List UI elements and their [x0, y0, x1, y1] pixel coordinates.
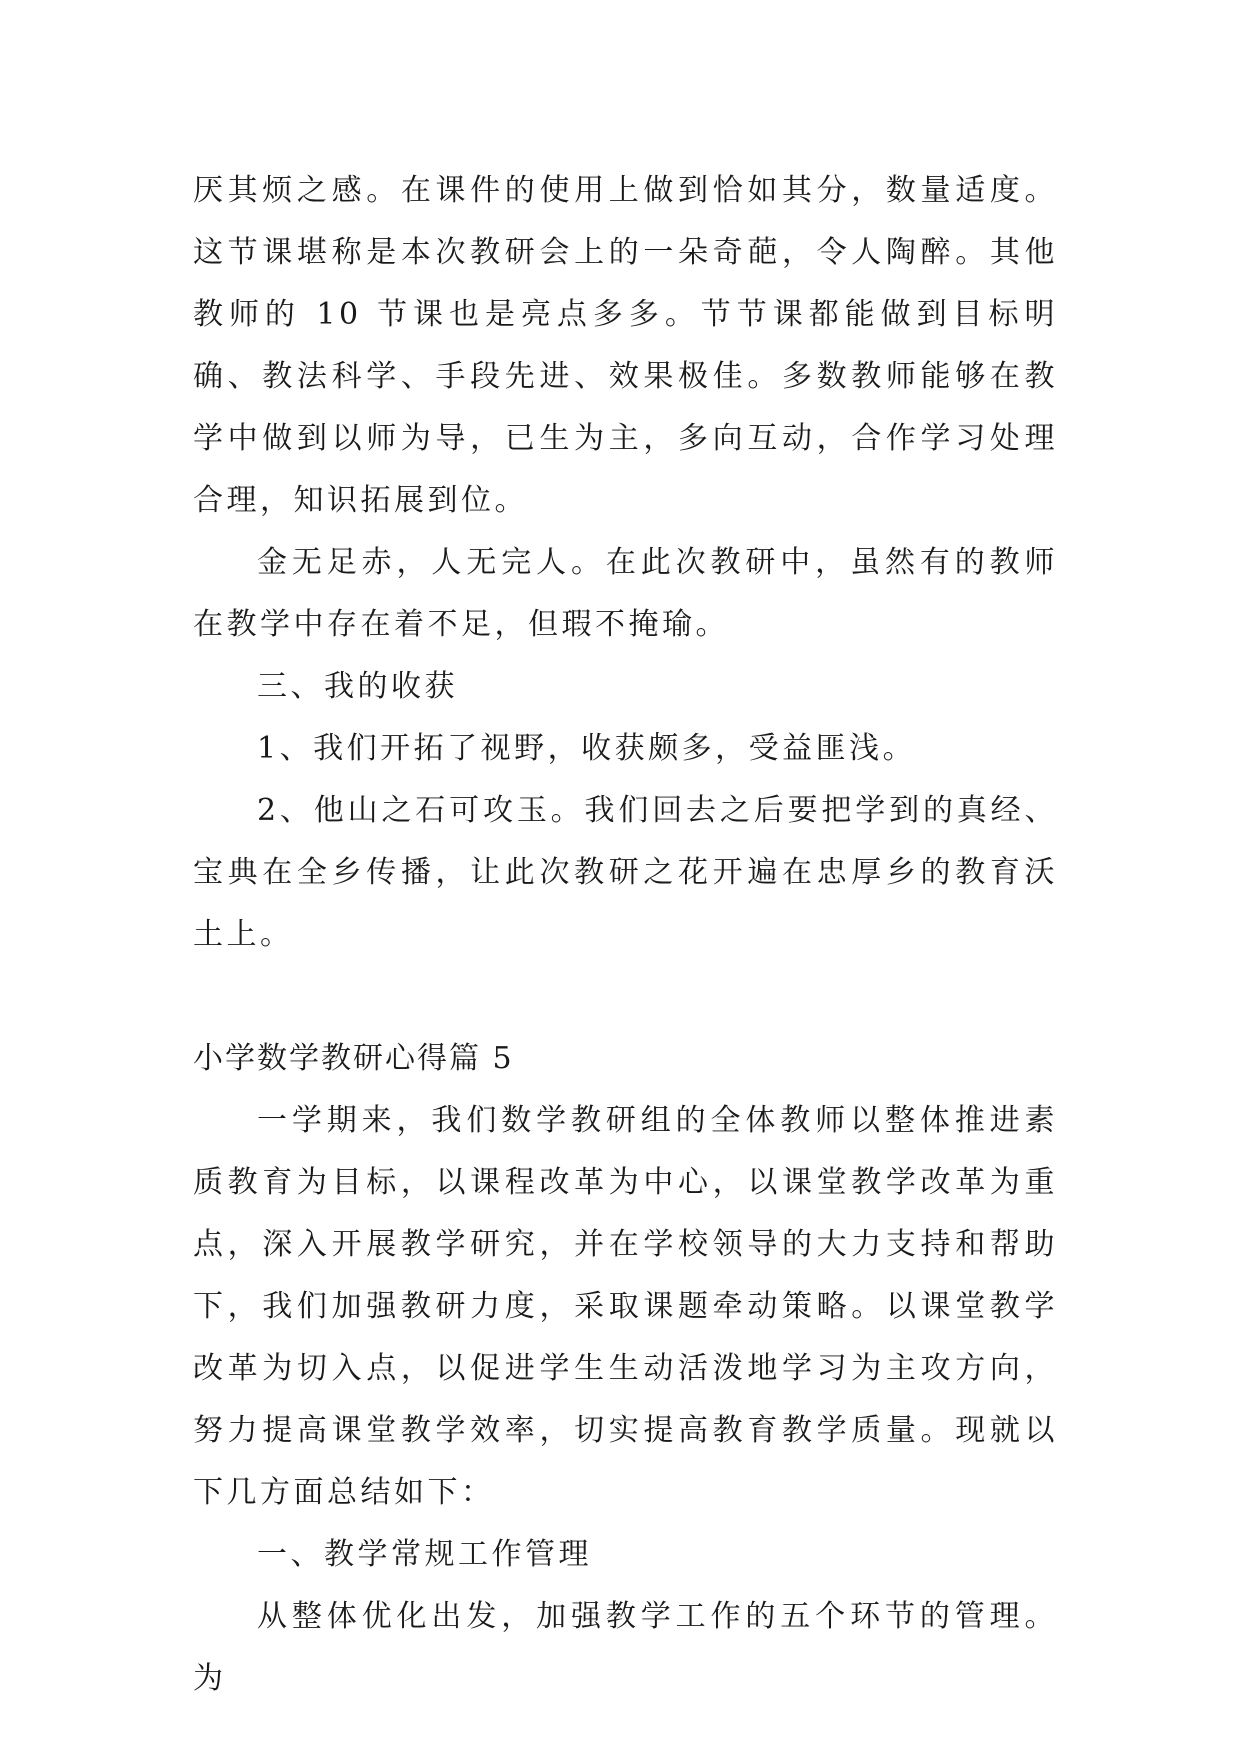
- paragraph-intro: 一学期来，我们数学教研组的全体教师以整体推进素质教育为目标，以课程改革为中心，以课堂教学改革为重点，深入开展教学研究，并在学校领导的大力支持和帮助下，我们加强教研力度，采取课题牵动策略。以课堂教学改革为切入点，以促进学生生动活泼地学习为主攻方向，努力提高课堂教学效率，切实提高教育教学质量。现就以下几方面总结如下：: [193, 1103, 1058, 1510]
- list-item-2: 2、他山之石可攻玉。我们回去之后要把学到的真经、宝典在全乡传播，让此次教研之花开遍在忠厚乡的教育沃土上。: [193, 793, 1058, 952]
- paragraph-imperfection: 金无足赤，人无完人。在此次教研中，虽然有的教师在教学中存在着不足，但瑕不掩瑜。: [193, 545, 1058, 642]
- paragraph-five-links: 从整体优化出发，加强教学工作的五个环节的管理。为: [193, 1599, 1058, 1696]
- document-body: [193, 160, 1058, 1710]
- subheading-routine-management: 一、教学常规工作管理: [257, 1537, 592, 1572]
- list-item-1: 1、我们开拓了视野，收获颇多，受益匪浅。: [257, 731, 917, 766]
- subheading-my-gains: 三、我的收获: [257, 669, 458, 704]
- section-title: 小学数学教研心得篇 5: [193, 1041, 514, 1076]
- paragraph-continuation: 厌其烦之感。在课件的使用上做到恰如其分，数量适度。这节课堪称是本次教研会上的一朵奇葩，令人陶醉。其他教师的 10 节课也是亮点多多。节节课都能做到目标明确、教法科学、手段先进、效果极佳。多数教师能够在教学中做到以师为导，已生为主，多向互动，合作学习处理合理，知识拓展到位。: [193, 173, 1058, 518]
